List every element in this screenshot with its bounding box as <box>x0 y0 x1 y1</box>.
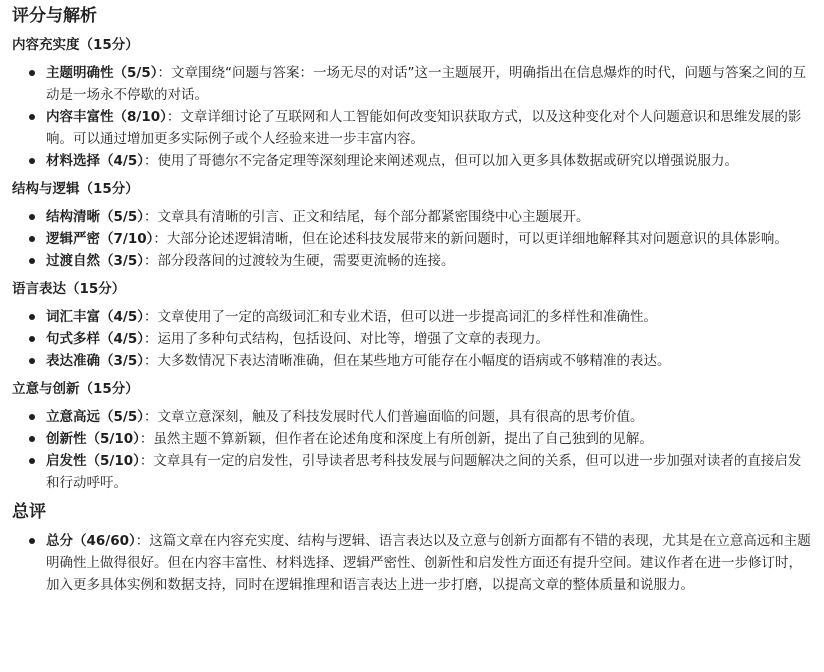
item-text: 大部分论述逻辑清晰，但在论述科技发展带来的新问题时，可以更详细地解释其对问题意识的具体影响。 <box>166 231 788 247</box>
section-language <box>12 278 814 372</box>
bullet-icon <box>29 336 35 342</box>
section-title: 内容充实度（15分） <box>12 37 139 53</box>
score-item <box>12 428 814 450</box>
item-separator: ： <box>139 431 154 447</box>
bullet-icon <box>29 258 35 264</box>
section-structure <box>12 178 814 272</box>
item-text: 文章立意深刻，触及了科技发展时代人们普遍面临的问题，具有很高的思考价值。 <box>157 409 644 425</box>
score-item <box>12 406 814 428</box>
bullet-icon <box>29 358 35 364</box>
item-label: 内容丰富性（8/10） <box>46 109 167 125</box>
item-text: 文章使用了一定的高级词汇和专业术语，但可以进一步提高词汇的多样性和准确性。 <box>157 309 657 325</box>
section-title: 立意与创新（15分） <box>12 381 139 397</box>
item-separator: ： <box>166 109 181 125</box>
summary-list <box>12 530 814 596</box>
bullet-icon <box>29 158 35 164</box>
item-separator: ： <box>153 231 167 247</box>
item-text: 文章具有清晰的引言、正文和结尾，每个部分都紧密围绕中心主题展开。 <box>157 209 590 225</box>
item-text: 运用了多种句式结构，包括设问、对比等，增强了文章的表现力。 <box>157 331 549 347</box>
item-separator: ： <box>143 253 158 269</box>
summary-item <box>12 530 814 596</box>
item-separator: ： <box>157 65 171 81</box>
item-label: 结构清晰（5/5） <box>46 209 144 225</box>
item-separator: ： <box>143 353 158 369</box>
item-label: 总分（46/60） <box>46 533 136 549</box>
item-text: 文章详细讨论了互联网和人工智能如何改变知识获取方式，以及这种变化对个人问题意识和思维发展的影响。可以通过增加更多实际例子或个人经验来进一步丰富内容。 <box>46 109 802 147</box>
score-list <box>12 406 814 494</box>
item-separator: ： <box>143 309 158 325</box>
item-label: 逻辑严密（7/10） <box>46 231 154 247</box>
section-title: 语言表达（15分） <box>12 281 126 297</box>
item-text: 文章具有一定的启发性，引导读者思考科技发展与问题解决之间的关系，但可以进一步加强对读者的直接启发和行动呼吁。 <box>46 453 802 491</box>
bullet-icon <box>29 538 35 544</box>
item-label: 表达准确（3/5） <box>46 353 144 369</box>
bullet-icon <box>29 314 35 320</box>
score-item <box>12 228 814 250</box>
item-label: 过渡自然（3/5） <box>46 253 144 269</box>
summary-title: 总评 <box>12 502 46 522</box>
bullet-icon <box>29 236 35 242</box>
bullet-icon <box>29 458 35 464</box>
score-item <box>12 206 814 228</box>
item-text: 使用了哥德尔不完备定理等深刻理论来阐述观点，但可以加入更多具体数据或研究以增强说服力。 <box>157 153 738 169</box>
score-list <box>12 206 814 272</box>
section-innovation <box>12 378 814 494</box>
item-text: 虽然主题不算新颖，但作者在论述角度和深度上有所创新，提出了自己独到的见解。 <box>153 431 653 447</box>
score-item <box>12 150 814 172</box>
bullet-icon <box>29 114 35 120</box>
bullet-icon <box>29 436 35 442</box>
item-text: 文章围绕“问题与答案：一场无尽的对话”这一主题展开，明确指出在信息爆炸的时代，问题与答案之间的互动是一场永不停歇的对话。 <box>46 65 806 103</box>
bullet-icon <box>29 70 35 76</box>
item-separator: ： <box>143 209 158 225</box>
section-content <box>12 34 814 172</box>
bullet-icon <box>29 414 35 420</box>
item-text: 大多数情况下表达清晰准确，但在某些地方可能存在小幅度的语病或不够精准的表达。 <box>157 353 671 369</box>
score-item <box>12 350 814 372</box>
item-label: 主题明确性（5/5） <box>46 65 158 81</box>
score-item <box>12 62 814 106</box>
item-label: 句式多样（4/5） <box>46 331 144 347</box>
item-label: 启发性（5/10） <box>46 453 140 469</box>
item-separator: ： <box>143 153 158 169</box>
score-item <box>12 106 814 150</box>
item-label: 立意高远（5/5） <box>46 409 144 425</box>
item-label: 材料选择（4/5） <box>46 153 144 169</box>
item-separator: ： <box>135 533 150 549</box>
score-list <box>12 306 814 372</box>
item-label: 词汇丰富（4/5） <box>46 309 144 325</box>
item-separator: ： <box>143 331 158 347</box>
page-title: 评分与解析 <box>12 6 97 26</box>
score-item <box>12 328 814 350</box>
item-text: 部分段落间的过渡较为生硬，需要更流畅的连接。 <box>157 253 455 269</box>
item-text: 这篇文章在内容充实度、结构与逻辑、语言表达以及立意与创新方面都有不错的表现，尤其是在立意高远和主题明确性上做得很好。但在内容丰富性、材料选择、逻辑严密性、创新性和启发性方面还有提升空间。建议作者在进一步修订时，加入更多具体实例和数据支持，同时在逻辑推理和语言表达上进一步打磨，以提高文章的整体质量和说服力。 <box>46 533 811 593</box>
item-separator: ： <box>143 409 158 425</box>
score-item <box>12 450 814 494</box>
bullet-icon <box>29 214 35 220</box>
item-separator: ： <box>139 453 154 469</box>
score-list <box>12 62 814 172</box>
score-item <box>12 250 814 272</box>
section-title: 结构与逻辑（15分） <box>12 181 139 197</box>
score-item <box>12 306 814 328</box>
item-label: 创新性（5/10） <box>46 431 140 447</box>
